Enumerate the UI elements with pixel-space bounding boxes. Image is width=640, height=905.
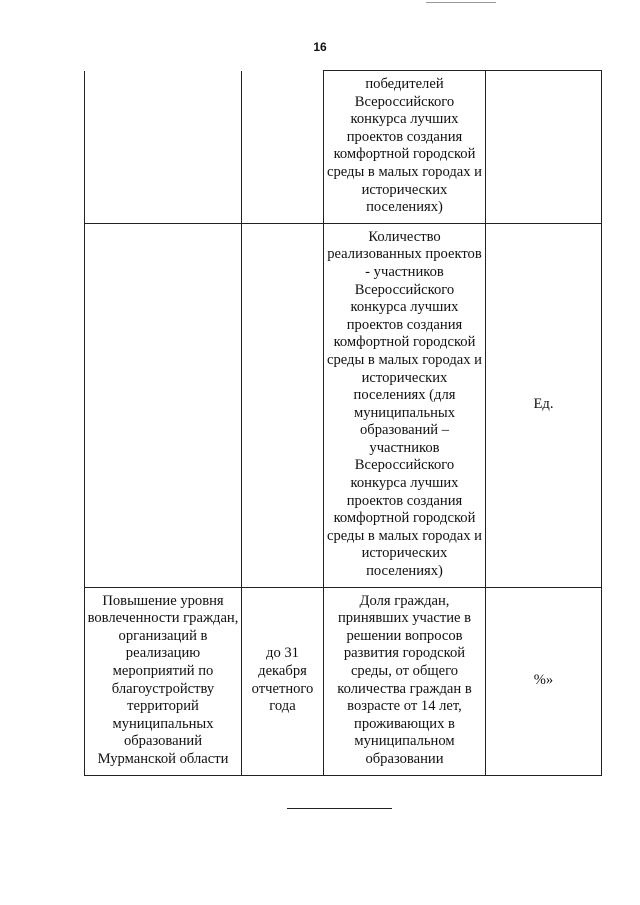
indicator-cell: победителей Всероссийского конкурса лучших проектов создания комфортной городской среды в малых городах и исторических поселениях) xyxy=(324,71,486,224)
page-number: 16 xyxy=(313,40,327,54)
goal-cell xyxy=(85,223,242,587)
unit-cell xyxy=(486,71,602,224)
indicator-cell: Количество реализованных проектов - участников Всероссийского конкурса лучших проектов создания комфортной городской среды в малых городах и исторических поселениях (для муниципальных образований – участников Всероссийского конкурса лучших проектов создания комфортной городской среды в малых городах и исторических поселениях) xyxy=(324,223,486,587)
end-rule xyxy=(287,808,392,809)
table-row xyxy=(85,223,602,587)
top-rule xyxy=(426,2,496,3)
deadline-cell xyxy=(242,223,324,587)
unit-cell: %» xyxy=(486,587,602,775)
table-row xyxy=(85,71,602,224)
deadline-cell xyxy=(242,71,324,224)
deadline-cell: до 31 декабря отчетного года xyxy=(242,587,324,775)
indicator-cell: Доля граждан, принявших участие в решении вопросов развития городской среды, от общего количества граждан в возрасте от 14 лет, проживающих в муниципальном образовании xyxy=(324,587,486,775)
unit-cell: Ед. xyxy=(486,223,602,587)
indicators-table xyxy=(84,70,602,776)
goal-cell: Повышение уровня вовлеченности граждан, организаций в реализацию мероприятий по благоустройству территорий муниципальных образований Мурманской области xyxy=(85,587,242,775)
table-row xyxy=(85,587,602,775)
goal-cell xyxy=(85,71,242,224)
